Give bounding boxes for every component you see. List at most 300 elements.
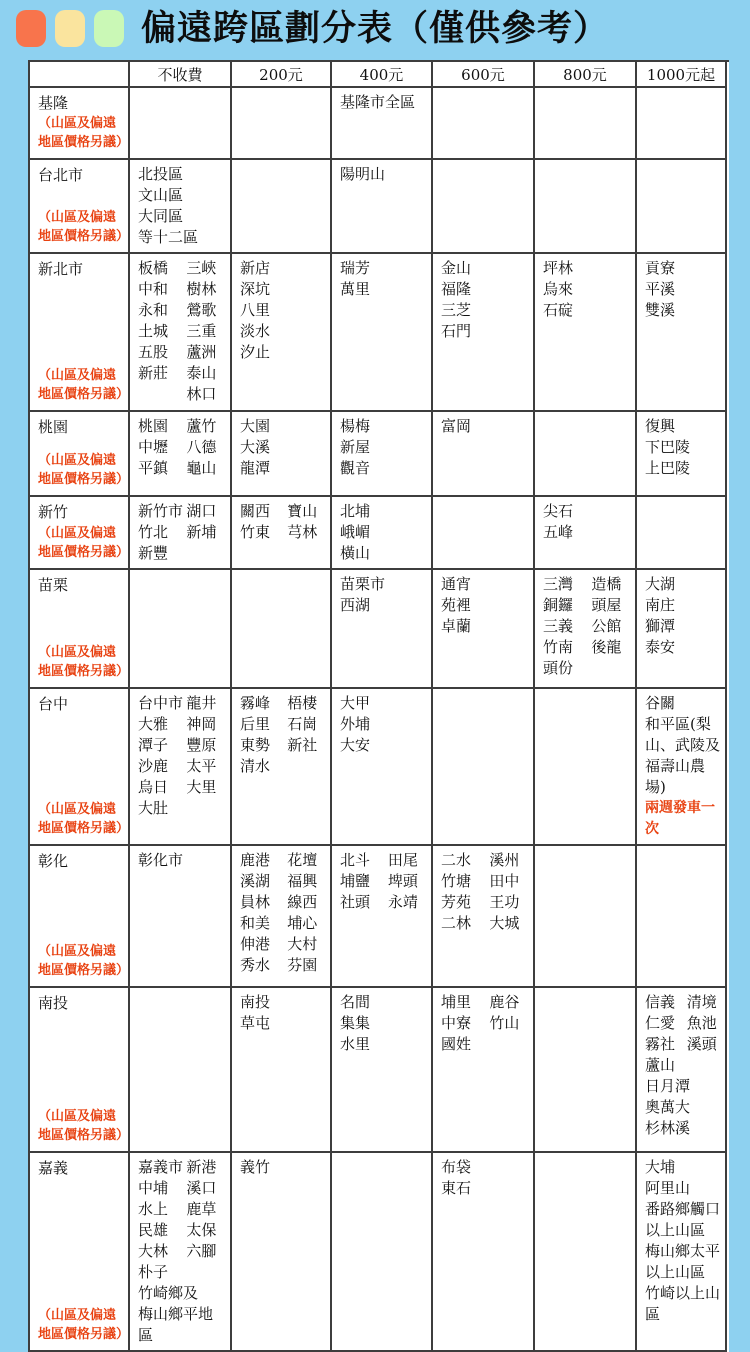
table-row <box>30 1153 729 1352</box>
fare-cell <box>433 160 535 254</box>
area-name: 福隆 <box>441 280 472 298</box>
region-note-line: 地區價格另議） <box>38 135 130 150</box>
area-line <box>645 637 721 658</box>
area-line <box>138 1157 226 1178</box>
area-line <box>543 300 631 321</box>
fare-cell <box>637 497 727 570</box>
area-line <box>138 777 226 798</box>
area-line <box>645 1199 721 1241</box>
region-note-line: （山區及偏遠 <box>38 116 117 131</box>
area-name: 秀水 <box>240 956 271 974</box>
fare-cell <box>130 88 232 160</box>
fare-cell <box>332 254 433 412</box>
region-note-line: （山區及偏遠 <box>38 1109 117 1124</box>
fare-cell <box>433 689 535 846</box>
area-line <box>645 1283 721 1325</box>
area-name: 新豐 <box>138 544 169 562</box>
area-line <box>340 850 427 871</box>
area-name: 蘆洲 <box>186 343 217 361</box>
area-name: 中埔 <box>138 1179 169 1197</box>
area-name: 芬園 <box>287 956 318 974</box>
area-name: 獅潭 <box>645 617 676 635</box>
region-cell <box>30 88 130 160</box>
fare-cell <box>232 88 332 160</box>
fare-cell <box>130 570 232 689</box>
area-line <box>543 637 631 658</box>
area-name: 觀音 <box>340 459 371 477</box>
region-note <box>38 942 130 982</box>
area-line <box>240 522 326 543</box>
fare-cell <box>332 988 433 1153</box>
fare-cell <box>637 254 727 412</box>
fare-cell <box>433 1153 535 1352</box>
area-name: 公館 <box>591 617 622 635</box>
area-line <box>441 300 529 321</box>
area-line <box>340 1013 427 1034</box>
fare-cell <box>535 160 637 254</box>
area-line <box>138 206 226 227</box>
area-name: 和平區(梨山、武陵及福壽山農場) <box>645 715 721 796</box>
area-line <box>441 871 529 892</box>
area-name: 水里 <box>340 1035 371 1053</box>
region-note-line: （山區及偏遠 <box>38 944 117 959</box>
fare-cell <box>433 88 535 160</box>
area-name: 信義 <box>645 993 676 1011</box>
yellow-dot-icon <box>55 10 85 47</box>
area-line <box>240 693 326 714</box>
region-note-line: 地區價格另議） <box>38 664 130 679</box>
area-name: 新莊 <box>138 364 169 382</box>
fare-cell <box>535 254 637 412</box>
area-name: 竹南 <box>543 638 574 656</box>
fare-cell <box>637 689 727 846</box>
area-name: 和美 <box>240 914 271 932</box>
fare-cell <box>637 1153 727 1352</box>
area-line <box>138 321 226 342</box>
area-name: 仁愛 <box>645 1014 676 1032</box>
area-name: 東勢 <box>240 736 271 754</box>
area-name: 潭子 <box>138 736 169 754</box>
area-name: 田尾 <box>387 851 418 869</box>
area-name: 埔里 <box>441 993 472 1011</box>
region-cell <box>30 570 130 689</box>
area-name: 苑裡 <box>441 596 472 614</box>
area-name: 新埔 <box>186 523 217 541</box>
area-name: 梅山鄉太平以上山區 <box>645 1242 721 1281</box>
area-name: 番路鄉觸口以上山區 <box>645 1200 721 1239</box>
area-name: 龜山 <box>186 459 217 477</box>
column-header: 1000元起 <box>637 62 727 88</box>
area-name: 嘉義市 <box>138 1158 184 1176</box>
area-name: 溪州 <box>489 851 520 869</box>
area-name: 平溪 <box>645 280 676 298</box>
area-name: 芎林 <box>287 523 318 541</box>
fare-cell <box>232 254 332 412</box>
region-name: 新北市 <box>38 260 84 278</box>
region-cell <box>30 412 130 497</box>
fare-cell <box>535 988 637 1153</box>
region-note <box>38 1306 130 1346</box>
area-line <box>645 595 721 616</box>
area-name: 豐原 <box>186 736 217 754</box>
area-name: 霧峰 <box>240 694 271 712</box>
region-note-line: 地區價格另議） <box>38 1327 130 1342</box>
area-name: 彰化市 <box>138 851 184 869</box>
area-line <box>441 992 529 1013</box>
area-line <box>240 955 326 976</box>
area-line <box>441 574 529 595</box>
region-note-line: （山區及偏遠 <box>38 210 117 225</box>
area-name: 伸港 <box>240 935 271 953</box>
area-name: 等十二區 <box>138 228 199 246</box>
area-line <box>543 595 631 616</box>
title-bar <box>0 0 750 60</box>
area-line <box>240 913 326 934</box>
orange-dot-icon <box>16 10 46 47</box>
column-header: 600元 <box>433 62 535 88</box>
area-name: 大甲 <box>340 694 371 712</box>
fare-cell <box>130 1153 232 1352</box>
area-line <box>340 458 427 479</box>
fare-cell <box>433 254 535 412</box>
area-name: 土城 <box>138 322 169 340</box>
area-name: 龍潭 <box>240 459 271 477</box>
area-line <box>543 658 631 679</box>
area-line <box>645 279 721 300</box>
region-note-line: （山區及偏遠 <box>38 368 117 383</box>
area-name: 上巴陵 <box>645 459 691 477</box>
region-note-line: （山區及偏遠 <box>38 645 117 660</box>
area-name: 湖口 <box>186 502 217 520</box>
area-line <box>645 798 721 840</box>
area-line <box>441 850 529 871</box>
area-line <box>138 458 226 479</box>
area-line <box>340 992 427 1013</box>
area-name: 外埔 <box>340 715 371 733</box>
fare-cell <box>433 988 535 1153</box>
fare-cell <box>232 412 332 497</box>
area-line <box>645 1241 721 1283</box>
area-name: 石碇 <box>543 301 574 319</box>
area-line <box>138 501 226 522</box>
fare-cell <box>130 846 232 988</box>
region-note <box>38 800 130 840</box>
area-name: 南庄 <box>645 596 676 614</box>
area-name: 大園 <box>240 417 271 435</box>
area-line <box>138 693 226 714</box>
area-name: 板橋 <box>138 259 169 277</box>
column-header: 200元 <box>232 62 332 88</box>
area-line <box>645 616 721 637</box>
area-line <box>543 258 631 279</box>
area-name: 阿里山 <box>645 1179 691 1197</box>
area-name: 大溪 <box>240 438 271 456</box>
fare-cell <box>535 88 637 160</box>
area-name: 民雄 <box>138 1221 169 1239</box>
fare-cell <box>332 846 433 988</box>
area-line <box>645 258 721 279</box>
area-name: 大埔 <box>645 1158 676 1176</box>
area-line <box>543 522 631 543</box>
area-name: 員林 <box>240 893 271 911</box>
area-name: 五峰 <box>543 523 574 541</box>
region-note <box>38 643 130 683</box>
area-name: 桃園 <box>138 417 169 435</box>
area-line <box>645 300 721 321</box>
area-line <box>645 1178 721 1199</box>
area-line <box>340 574 427 595</box>
fare-cell <box>130 497 232 570</box>
area-line <box>441 913 529 934</box>
region-note-line: 地區價格另議） <box>38 387 130 402</box>
area-name: 竹崎鄉及 <box>138 1284 199 1302</box>
area-name: 基隆市全區 <box>340 93 416 111</box>
area-name: 泰山 <box>186 364 217 382</box>
area-line <box>138 363 226 384</box>
table-row <box>30 497 729 570</box>
area-line <box>441 416 529 437</box>
area-name: 魚池 <box>686 1014 717 1032</box>
area-name: 竹塘 <box>441 872 472 890</box>
fare-cell <box>130 988 232 1153</box>
area-line <box>645 1013 721 1034</box>
region-name: 嘉義 <box>38 1159 69 1177</box>
area-name: 三峽 <box>186 259 217 277</box>
area-name: 鹿谷 <box>489 993 520 1011</box>
area-line <box>138 1283 226 1304</box>
page-title: 偏遠跨區劃分表（僅供參考） <box>140 8 609 49</box>
area-name: 大安 <box>340 736 371 754</box>
area-name: 下巴陵 <box>645 438 691 456</box>
fare-cell <box>232 988 332 1153</box>
area-line <box>340 693 427 714</box>
region-cell <box>30 254 130 412</box>
fare-cell <box>232 689 332 846</box>
area-name: 永靖 <box>387 893 418 911</box>
area-name: 清水 <box>240 757 271 775</box>
area-name: 名間 <box>340 993 371 1011</box>
area-line <box>441 258 529 279</box>
fare-cell <box>433 570 535 689</box>
area-line <box>340 595 427 616</box>
table-row <box>30 846 729 988</box>
area-line <box>340 92 427 113</box>
area-line <box>340 871 427 892</box>
area-line <box>645 992 721 1013</box>
area-name: 后里 <box>240 715 271 733</box>
area-line <box>240 416 326 437</box>
area-line <box>138 1262 226 1283</box>
area-name: 西湖 <box>340 596 371 614</box>
region-note <box>38 208 130 248</box>
area-line <box>138 735 226 756</box>
fare-table <box>28 60 729 1352</box>
area-line <box>138 1178 226 1199</box>
area-name: 奧萬大 <box>645 1098 691 1116</box>
area-name: 八里 <box>240 301 271 319</box>
area-name: 關西 <box>240 502 271 520</box>
area-name: 台中市 <box>138 694 184 712</box>
area-name: 梅山鄉平地區 <box>138 1305 214 1344</box>
area-line <box>138 522 226 543</box>
area-name: 造橋 <box>591 575 622 593</box>
area-line <box>543 501 631 522</box>
area-line <box>138 258 226 279</box>
area-line <box>340 522 427 543</box>
area-line <box>240 1013 326 1034</box>
table-row <box>30 160 729 254</box>
area-name: 梧棲 <box>287 694 318 712</box>
area-line <box>138 798 226 819</box>
area-name: 深坑 <box>240 280 271 298</box>
area-line <box>240 1157 326 1178</box>
region-note-line: 地區價格另議） <box>38 1128 130 1143</box>
area-name: 大肚 <box>138 799 169 817</box>
area-line <box>240 279 326 300</box>
area-name: 日月潭 <box>645 1077 691 1095</box>
fare-cell <box>637 88 727 160</box>
area-name: 五股 <box>138 343 169 361</box>
region-name: 台中 <box>38 695 69 713</box>
area-line <box>340 892 427 913</box>
region-note <box>38 451 130 491</box>
area-line <box>240 714 326 735</box>
area-line <box>138 850 226 871</box>
area-name <box>138 384 186 405</box>
area-name: 三重 <box>186 322 217 340</box>
area-name: 蘆竹 <box>186 417 217 435</box>
column-header: 400元 <box>332 62 433 88</box>
area-name: 新屋 <box>340 438 371 456</box>
area-line <box>138 756 226 777</box>
fare-cell <box>332 160 433 254</box>
area-name: 萬里 <box>340 280 371 298</box>
area-name: 陽明山 <box>340 165 386 183</box>
area-line <box>138 1199 226 1220</box>
fare-cell <box>332 689 433 846</box>
area-name: 中寮 <box>441 1014 472 1032</box>
area-name: 寶山 <box>287 502 318 520</box>
region-note <box>38 114 130 154</box>
area-line <box>645 574 721 595</box>
table-row <box>30 254 729 412</box>
fare-cell <box>535 1153 637 1352</box>
fare-cell <box>232 846 332 988</box>
area-name: 竹東 <box>240 523 271 541</box>
area-line <box>138 416 226 437</box>
area-line <box>441 1157 529 1178</box>
region-note-line: （山區及偏遠 <box>38 526 117 541</box>
area-name: 福興 <box>287 872 318 890</box>
area-line <box>138 227 226 248</box>
area-name: 南投 <box>240 993 271 1011</box>
fare-cell <box>130 689 232 846</box>
area-line <box>340 735 427 756</box>
area-name: 汐止 <box>240 343 271 361</box>
area-name: 龍井 <box>186 694 217 712</box>
area-name: 三芝 <box>441 301 472 319</box>
fare-cell <box>637 988 727 1153</box>
green-dot-icon <box>94 10 124 47</box>
area-name: 通宵 <box>441 575 472 593</box>
area-line <box>645 437 721 458</box>
area-name: 三義 <box>543 617 574 635</box>
area-name: 埔心 <box>287 914 318 932</box>
area-line <box>138 1304 226 1346</box>
column-header <box>30 62 130 88</box>
area-name: 永和 <box>138 301 169 319</box>
area-name: 王功 <box>489 893 520 911</box>
fare-cell <box>232 1153 332 1352</box>
area-line <box>240 501 326 522</box>
area-line <box>340 501 427 522</box>
area-line <box>240 756 326 777</box>
area-name: 大林 <box>138 1242 169 1260</box>
area-line <box>340 714 427 735</box>
area-name: 太平 <box>186 757 217 775</box>
table-row <box>30 689 729 846</box>
region-note <box>38 366 130 406</box>
area-line <box>240 342 326 363</box>
area-name: 文山區 <box>138 186 184 204</box>
area-line <box>645 1118 721 1139</box>
fare-cell <box>332 412 433 497</box>
area-name: 芳苑 <box>441 893 472 911</box>
region-name: 基隆 <box>38 94 69 112</box>
region-cell <box>30 497 130 570</box>
region-note-line: （山區及偏遠 <box>38 1308 117 1323</box>
area-line <box>240 850 326 871</box>
fare-cell <box>130 254 232 412</box>
area-name: 大城 <box>489 914 520 932</box>
window-dots <box>16 10 124 47</box>
fare-cell <box>232 497 332 570</box>
area-name: 新店 <box>240 259 271 277</box>
area-name: 苗栗市 <box>340 575 386 593</box>
area-line <box>240 892 326 913</box>
area-name: 中壢 <box>138 438 169 456</box>
area-name: 泰安 <box>645 638 676 656</box>
area-name: 溪頭 <box>686 1035 717 1053</box>
fare-cell <box>332 497 433 570</box>
area-name: 布袋 <box>441 1158 472 1176</box>
area-line <box>543 279 631 300</box>
area-line <box>441 595 529 616</box>
area-name: 石崗 <box>287 715 318 733</box>
area-name: 橫山 <box>340 544 371 562</box>
area-line <box>645 1076 721 1097</box>
region-cell <box>30 1153 130 1352</box>
area-name: 大同區 <box>138 207 184 225</box>
area-line <box>138 300 226 321</box>
area-name: 水上 <box>138 1200 169 1218</box>
area-line <box>645 1157 721 1178</box>
table-row <box>30 88 729 160</box>
column-header: 不收費 <box>130 62 232 88</box>
area-name: 竹北 <box>138 523 169 541</box>
area-name: 平鎮 <box>138 459 169 477</box>
area-name: 楊梅 <box>340 417 371 435</box>
region-name: 彰化 <box>38 852 69 870</box>
area-name: 鹿港 <box>240 851 271 869</box>
area-line <box>441 321 529 342</box>
area-name: 兩週發車一次 <box>645 800 715 837</box>
area-name: 三灣 <box>543 575 574 593</box>
area-name: 集集 <box>340 1014 371 1032</box>
area-name: 鶯歌 <box>186 301 217 319</box>
area-name: 義竹 <box>240 1158 271 1176</box>
area-name: 雙溪 <box>645 301 676 319</box>
